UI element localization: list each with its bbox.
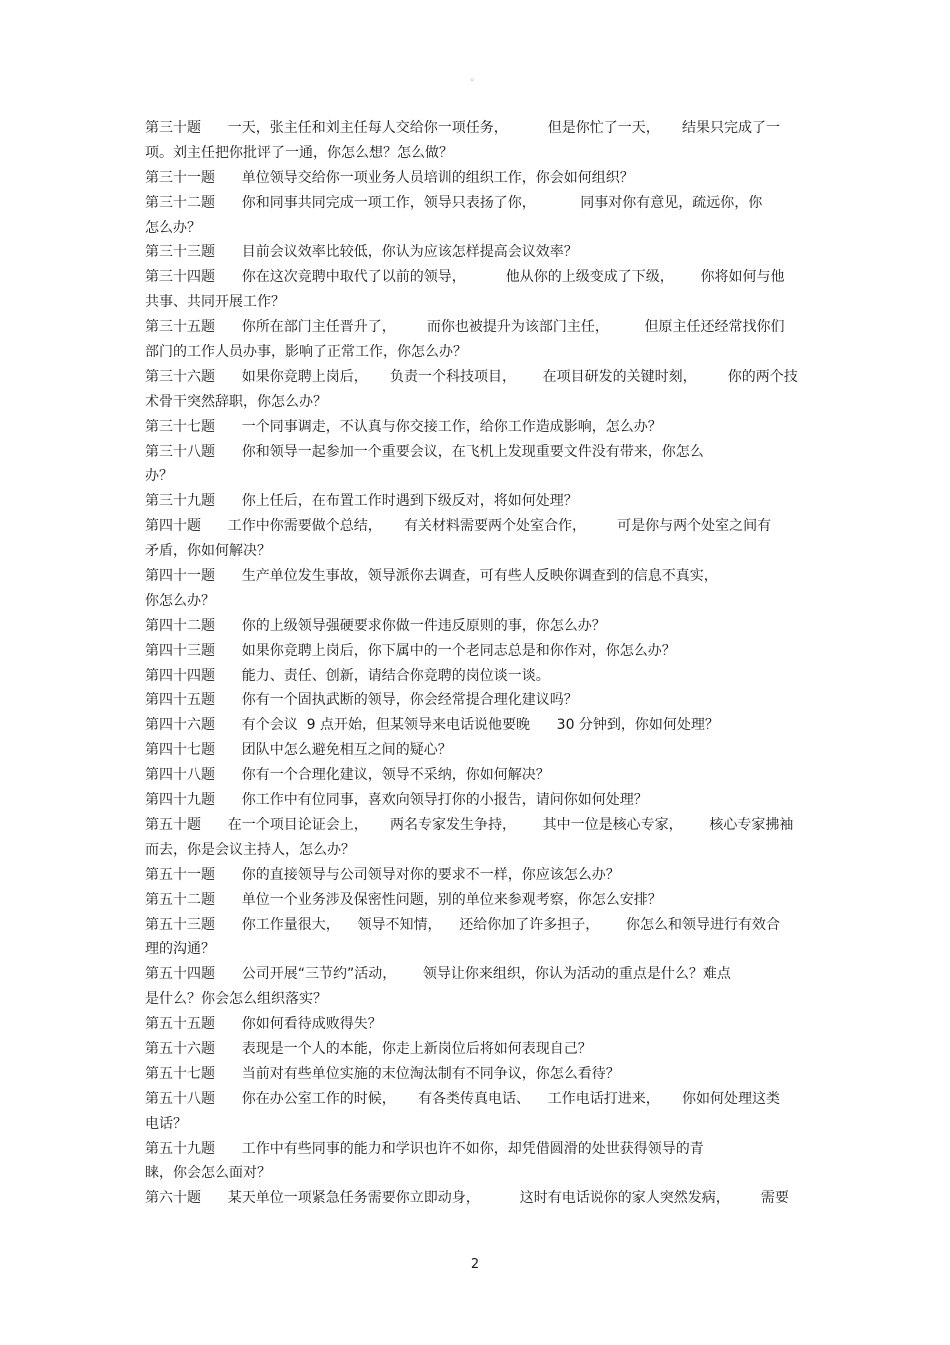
text-line: 第四十三题 如果你竞聘上岗后，你下属中的一个老同志总是和你作对，你怎么办？ [145,642,676,659]
text-line: 第六十题 某天单位一项紧急任务需要你立即动身， 这时有电话说你的家人突然发病， 需要 [145,1190,789,1207]
text-line: 第五十五题 你如何看待成败得失？ [145,1016,382,1033]
text-line: 理的沟通？ [145,941,215,958]
text-line: 第四十七题 团队中怎么避免相互之间的疑心？ [145,742,452,759]
text-line: 第五十九题 工作中有些同事的能力和学识也许不如你，却凭借圆滑的处世获得领导的青 [145,1140,704,1157]
text-line: 睐，你会怎么面对？ [145,1165,271,1182]
text-line: 第三十六题 如果你竞聘上岗后， 负责一个科技项目， 在项目研发的关键时刻， 你的两个技 [145,368,798,385]
text-line: 你怎么办？ [145,592,215,609]
text-line: 项。刘主任把你批评了一通，你怎么想？怎么做？ [145,144,453,161]
text-line: 第四十六题 有个会议 9 点开始，但某领导来电话说他要晚 30 分钟到，你如何处理？ [145,717,719,734]
text-line: 第三十七题 一个同事调走，不认真与你交接工作，给你工作造成影响，怎么办？ [145,418,662,435]
text-line: 是什么？你会怎么组织落实？ [145,991,327,1008]
header-mark: 。 [470,73,480,83]
text-line: 第三十三题 目前会议效率比较低，你认为应该怎样提高会议效率？ [145,244,578,261]
text-line: 第三十题 一天，张主任和刘主任每人交给你一项任务， 但是你忙了一天， 结果只完成了一 [145,120,781,136]
text-line: 怎么办？ [145,219,201,236]
text-line: 第三十九题 你上任后，在布置工作时遇到下级反对，将如何处理？ [145,493,578,510]
text-line: 第四十一题 生产单位发生事故，领导派你去调查，可有些人反映你调查到的信息不真实， [145,568,718,585]
text-line: 电话？ [145,1115,187,1132]
text-line: 第四十二题 你的上级领导强硬要求你做一件违反原则的事，你怎么办？ [145,617,606,634]
text-line: 第五十题 在一个项目论证会上， 两名专家发生争持， 其中一位是核心专家， 核心专家拂袖 [145,816,794,833]
text-line: 第四十四题 能力、责任、创新，请结合你竞聘的岗位谈一谈。 [145,667,550,684]
text-line: 第五十八题 你在办公室工作的时候， 有各类传真电话、 工作电话打进来， 你如何处理这类 [145,1090,781,1107]
page-number: 2 [470,1257,480,1272]
text-line: 第四十八题 你有一个合理化建议，领导不采纳，你如何解决？ [145,767,550,784]
text-line: 而去，你是会议主持人，怎么办？ [145,841,355,858]
text-line: 第五十四题 公司开展“三节约”活动， 领导让你来组织，你认为活动的重点是什么？难点 [145,966,731,983]
text-line: 第五十六题 表现是一个人的本能，你走上新岗位后将如何表现自己？ [145,1040,592,1057]
text-line: 第四十九题 你工作中有位同事，喜欢向领导打你的小报告，请问你如何处理？ [145,792,648,809]
text-line: 共事、共同开展工作？ [145,294,285,311]
text-line: 第三十一题 单位领导交给你一项业务人员培训的组织工作，你会如何组织？ [145,169,634,186]
text-line: 第三十四题 你在这次竞聘中取代了以前的领导， 他从你的上级变成了下级， 你将如何与他 [145,269,785,286]
text-line: 术骨干突然辞职，你怎么办？ [145,393,327,410]
text-line: 第三十八题 你和领导一起参加一个重要会议，在飞机上发现重要文件没有带来，你怎么 [145,443,704,460]
text-line: 第五十七题 当前对有些单位实施的末位淘汰制有不同争议，你怎么看待？ [145,1065,620,1082]
text-line: 第四十题 工作中你需要做个总结， 有关材料需要两个处室合作， 可是你与两个处室之间有 [145,518,772,535]
text-line: 矛盾，你如何解决？ [145,543,271,560]
text-line: 办？ [145,468,173,485]
text-line: 第三十二题 你和同事共同完成一项工作，领导只表扬了你， 同事对你有意见，疏远你，你 [145,194,763,211]
text-line: 部门的工作人员办事，影响了正常工作，你怎么办？ [145,344,467,361]
text-line: 第五十二题 单位一个业务涉及保密性问题，别的单位来参观考察，你怎么安排？ [145,891,662,908]
text-line: 第五十一题 你的直接领导与公司领导对你的要求不一样，你应该怎么办？ [145,866,620,883]
text-line: 第四十五题 你有一个固执武断的领导，你会经常提合理化建议吗？ [145,692,578,709]
question-list [145,116,810,1211]
text-line: 第三十五题 你所在部门主任晋升了， 而你也被提升为该部门主任， 但原主任还经常找你们 [145,319,785,336]
text-line: 第五十三题 你工作量很大， 领导不知情， 还给你加了许多担子， 你怎么和领导进行有效合 [145,916,781,933]
